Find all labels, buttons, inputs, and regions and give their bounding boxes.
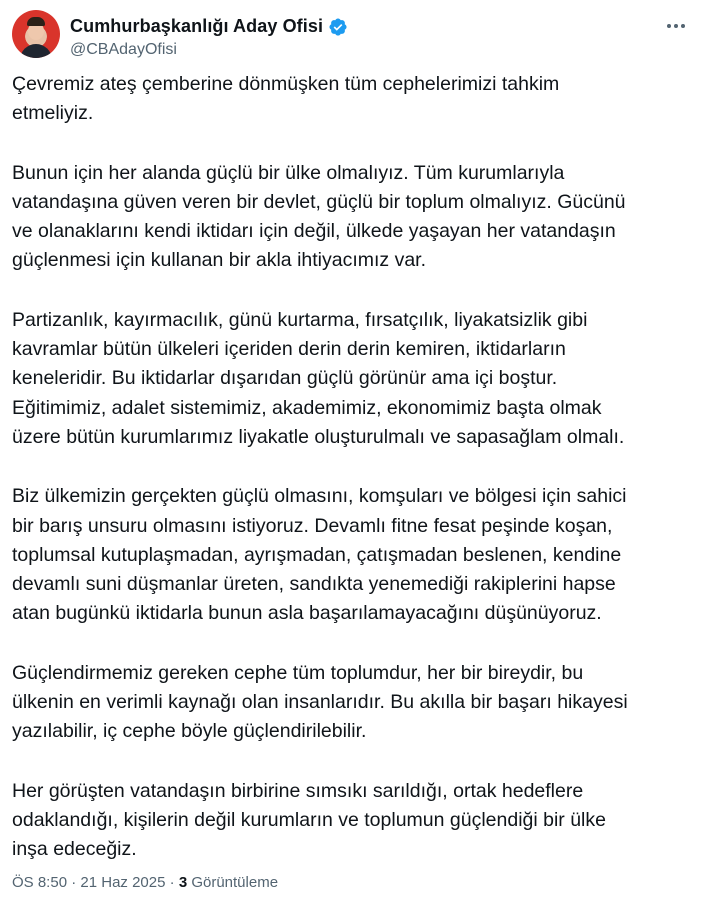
tweet-paragraph: Bunun için her alanda güçlü bir ülke olmalıyız. Tüm kurumlarıyla vatandaşına güven veren bir devlet, güçlü bir toplum olmalıyız. Gücünü ve olanaklarını kendi iktidarı için değil, ülkede yaşayan her vatandaşın güçlenmesi için kullanan bir akla ihtiyacımız var. [12, 161, 626, 272]
more-options-icon[interactable] [662, 14, 690, 38]
more-dot [667, 24, 671, 28]
tweet-header [12, 8, 696, 64]
views-label: Görüntüleme [187, 874, 279, 891]
tweet-paragraph: Çevremiz ateş çemberine dönmüşken tüm cephelerimizi tahkim etmeliyiz. [12, 73, 560, 125]
more-dot [674, 24, 678, 28]
avatar[interactable] [12, 10, 60, 58]
views-count: 3 [178, 874, 188, 891]
meta-separator: · [165, 874, 179, 891]
meta-separator: · [67, 874, 81, 891]
tweet-paragraph: Biz ülkemizin gerçekten güçlü olmasını, komşuları ve bölgesi için sahici bir barış unsuru olmasını istiyoruz. Devamlı fitne fesat peşinde koşan, toplumsal kutuplaşmadan, ayrışmadan, çatışmadan beslenen, kendine devamlı suni düşmanlar üreten, sandıkta yenemediği rakiplerini hapse atan bugünkü iktidarla bunun asla başarılamayacağını düşünüyoruz. [12, 485, 627, 625]
avatar-suit [20, 44, 52, 58]
avatar-hair [27, 17, 45, 26]
tweet-text [12, 70, 696, 895]
tweet-meta [12, 874, 278, 891]
tweet-paragraph: Her görüşten vatandaşın birbirine sımsıkı sarıldığı, ortak hedeflere odaklandığı, kişilerin değil kurumların ve toplumun güçlendiği bir ülke inşa edeceğiz. [12, 779, 606, 861]
tweet-paragraph: Partizanlık, kayırmacılık, günü kurtarma, fırsatçılık, liyakatsizlik gibi kavramlar bütün ülkeleri içeriden derin derin kemiren, iktidarların keneleridir. Bu iktidarlar dışarıdan güçlü görünür ama içi boştur. Eğitimimiz, adalet sistemimiz, akademimiz, ekonomimiz başta olmak üzere bütün kurumlarımız liyakatle oluşturulmalı ve sapasağlam olmalı. [12, 308, 625, 448]
handle[interactable]: @CBAdayOfisi [70, 41, 177, 58]
tweet-date[interactable]: 21 Haz 2025 [80, 874, 166, 891]
tweet-time[interactable]: ÖS 8:50 [12, 874, 68, 891]
verified-badge-icon [328, 17, 348, 37]
tweet-paragraph: Güçlendirmemiz gereken cephe tüm toplumdur, her bir bireydir, bu ülkenin en verimli kaynağı olan insanlarıdır. Bu akılla bir başarı hikayesi yazılabilir, iç cephe böyle güçlendirilebilir. [12, 661, 628, 743]
more-dot [681, 24, 685, 28]
name-line [70, 16, 348, 37]
display-name[interactable]: Cumhurbaşkanlığı Aday Ofisi [70, 16, 324, 36]
